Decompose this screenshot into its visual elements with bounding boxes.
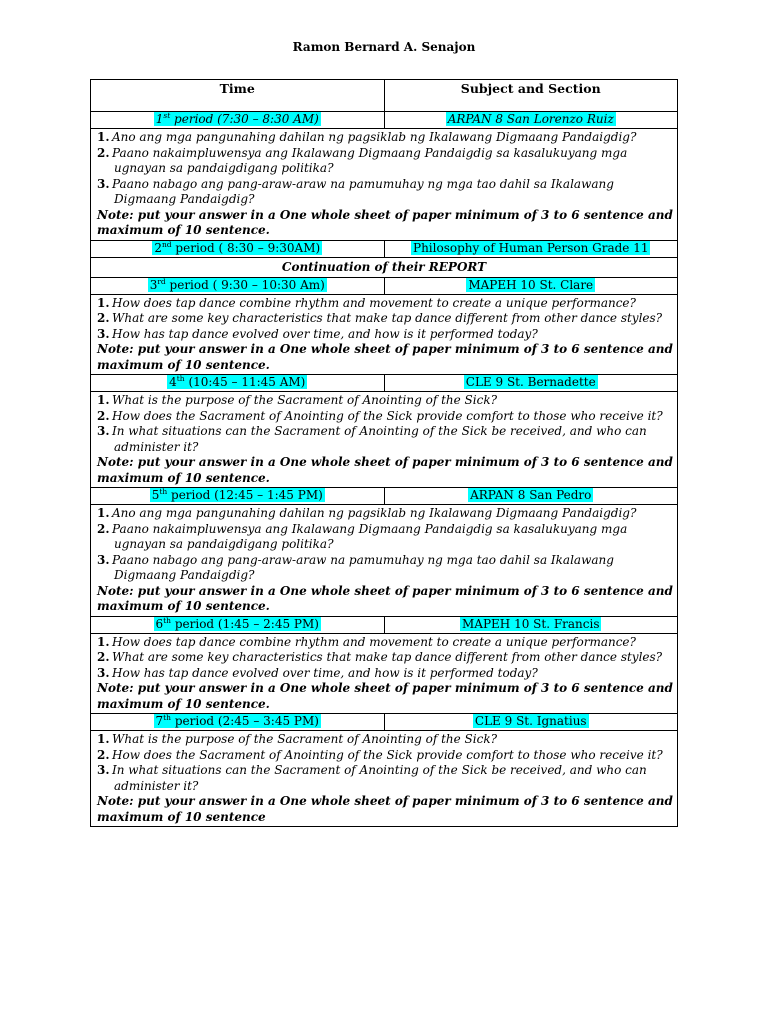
note: Note: put your answer in a One whole sheet of paper minimum of 3 to 6 sentence and maximum of 10 sentence. [97, 583, 673, 613]
question: 2. What are some key characteristics that make tap dance different from other dance styles? [97, 311, 663, 325]
question: 1. What is the purpose of the Sacrament of Anointing of the Sick? [97, 732, 498, 746]
period-subject: CLE 9 St. Bernadette [384, 375, 678, 391]
note: Note: put your answer in a One whole sheet of paper minimum of 3 to 6 sentence and maximum of 10 sentence [97, 794, 673, 824]
continuation-note: Continuation of their REPORT [91, 258, 677, 278]
question-block-4 [91, 392, 677, 488]
question: 3. Paano nabago ang pang-araw-araw na pamumuhay ng mga tao dahil sa Ikalawang Digmaang Pandaigdig? [97, 176, 614, 206]
question: 1. How does tap dance combine rhythm and movement to create a unique performance? [97, 634, 636, 649]
table-header [91, 80, 677, 112]
question: 2. Paano nakaimpluwensya ang Ikalawang Digmaang Pandaigdig sa kasalukuyang mga ugnayan sa pandaigdigang politika? [97, 521, 628, 551]
period-row-5 [91, 488, 677, 505]
period-subject: MAPEH 10 St. Clare [384, 278, 678, 294]
period-row-3 [91, 278, 677, 295]
question: 3. In what situations can the Sacrament of Anointing of the Sick be received, and who can administer it? [97, 424, 647, 454]
question: 3. How has tap dance evolved over time, and how is it performed today? [97, 665, 538, 680]
page-title: Ramon Bernard A. Senajon [292, 40, 476, 54]
note: Note: put your answer in a One whole sheet of paper minimum of 3 to 6 sentence and maximum of 10 sentence. [97, 681, 673, 711]
period-time: 5th period (12:45 – 1:45 PM) [151, 487, 323, 502]
period-subject: ARPAN 8 San Pedro [384, 488, 678, 504]
period-row-1 [91, 112, 677, 129]
time-header: Time [219, 81, 255, 96]
question-block-7 [91, 731, 677, 826]
period-row-4 [91, 375, 677, 392]
period-time: 2nd period ( 8:30 – 9:30AM) [154, 239, 321, 255]
schedule-table [90, 79, 678, 827]
period-row-7 [91, 714, 677, 731]
note: Note: put your answer in a One whole sheet of paper minimum of 3 to 6 sentence and maximum of 10 sentence. [97, 207, 673, 237]
period-row-6 [91, 617, 677, 634]
note: Note: put your answer in a One whole sheet of paper minimum of 3 to 6 sentence and maximum of 10 sentence. [97, 342, 673, 372]
question: 2. What are some key characteristics that make tap dance different from other dance styles? [97, 650, 663, 664]
question: 3. Paano nabago ang pang-araw-araw na pamumuhay ng mga tao dahil sa Ikalawang Digmaang Pandaigdig? [97, 552, 614, 582]
question: 1. Ano ang mga pangunahing dahilan ng pagsiklab ng Ikalawang Digmaang Pandaigdig? [97, 506, 637, 520]
period-subject: ARPAN 8 San Lorenzo Ruiz [384, 112, 678, 128]
question: 3. How has tap dance evolved over time, and how is it performed today? [97, 326, 538, 341]
question-block-5 [91, 505, 677, 617]
period-time: 4th (10:45 – 11:45 AM) [169, 374, 306, 389]
question: 2. Paano nakaimpluwensya ang Ikalawang Digmaang Pandaigdig sa kasalukuyang mga ugnayan sa pandaigdigang politika? [97, 145, 628, 175]
period-time: 3rd period ( 9:30 – 10:30 Am) [149, 276, 325, 292]
question: 3. In what situations can the Sacrament of Anointing of the Sick be received, and who can administer it? [97, 763, 647, 793]
question: 1. Ano ang mga pangunahing dahilan ng pagsiklab ng Ikalawang Digmaang Pandaigdig? [97, 130, 637, 144]
question: 2. How does the Sacrament of Anointing of the Sick provide comfort to those who receive it? [97, 747, 663, 762]
question: 2. How does the Sacrament of Anointing of the Sick provide comfort to those who receive it? [97, 408, 663, 423]
question-block-6 [91, 634, 677, 715]
period-subject: Philosophy of Human Person Grade 11 [384, 241, 678, 257]
period-subject: CLE 9 St. Ignatius [384, 714, 678, 730]
period-time: 7th period (2:45 – 3:45 PM) [155, 713, 319, 728]
note: Note: put your answer in a One whole sheet of paper minimum of 3 to 6 sentence and maximum of 10 sentence. [97, 455, 673, 485]
question: 1. How does tap dance combine rhythm and movement to create a unique performance? [97, 295, 636, 310]
period-time: 6th period (1:45 – 2:45 PM) [155, 615, 319, 631]
period-row-2 [91, 241, 677, 258]
question-block-1 [91, 129, 677, 241]
period-subject: MAPEH 10 St. Francis [384, 617, 678, 633]
period-time: 1st period (7:30 – 8:30 AM) [155, 111, 319, 126]
question: 1. What is the purpose of the Sacrament of Anointing of the Sick? [97, 393, 498, 407]
subject-header: Subject and Section [384, 80, 678, 111]
question-block-3 [91, 295, 677, 376]
